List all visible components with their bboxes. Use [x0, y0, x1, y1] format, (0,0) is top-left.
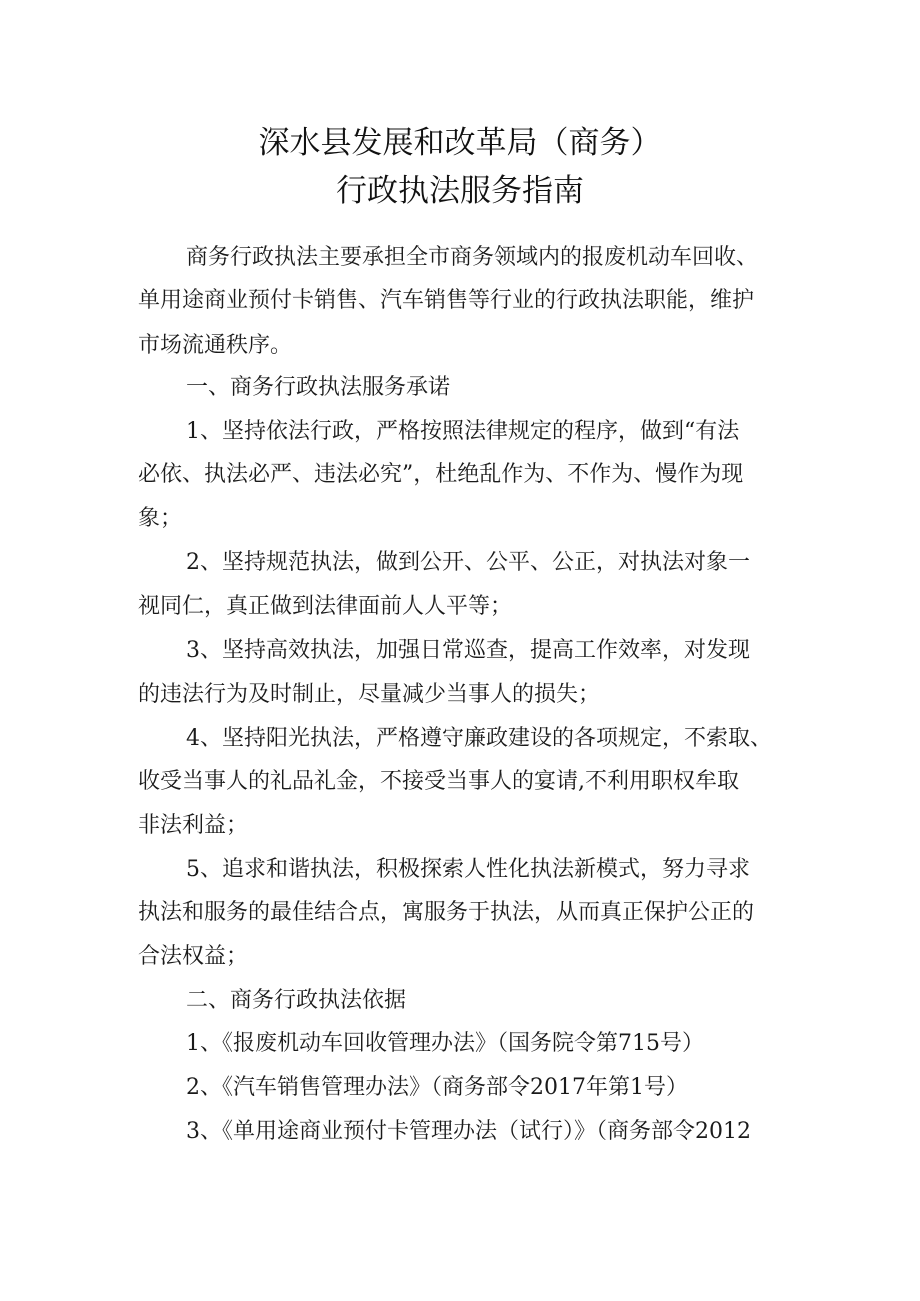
commitment-item-3-line: 3、坚持高效执法，加强日常巡查，提高工作效率，对发现 [186, 638, 750, 663]
commitment-item-4-line: 非法利益； [138, 813, 249, 838]
commitment-item-2-line: 视同仁，真正做到法律面前人人平等； [138, 594, 513, 619]
commitment-item-1-line: 必依、执法必严、违法必究”，杜绝乱作为、不作为、慢作为现 [138, 462, 744, 487]
commitment-item-2-line: 2、坚持规范执法，做到公开、公平、公正，对执法对象一 [186, 550, 750, 575]
commitment-item-5-line: 合法权益； [138, 944, 249, 969]
commitment-item-1-line: 1、坚持依法行政，严格按照法律规定的程序，做到“有法 [186, 419, 740, 444]
legal-basis-item-1: 1、《报废机动车回收管理办法》（国务院令第715号） [186, 1031, 704, 1056]
intro-paragraph-line: 单用途商业预付卡销售、汽车销售等行业的行政执法职能，维护 [138, 288, 755, 313]
section-heading-legal-basis: 二、商务行政执法依据 [186, 988, 407, 1013]
commitment-item-4-line: 4、坚持阳光执法，严格遵守廉政建设的各项规定，不索取、 [186, 726, 772, 751]
commitment-item-5-line: 执法和服务的最佳结合点，寓服务于执法，从而真正保护公正的 [138, 900, 755, 925]
section-heading-commitment: 一、商务行政执法服务承诺 [186, 375, 451, 400]
document-title-line-1: 深水县发展和改革局（商务） [258, 125, 662, 161]
legal-basis-item-2: 2、《汽车销售管理办法》（商务部令2017年第1号） [186, 1075, 688, 1100]
legal-basis-item-3: 3、《单用途商业预付卡管理办法（试行）》（商务部令2012 [186, 1119, 751, 1144]
commitment-item-1-line: 象； [138, 506, 183, 531]
commitment-item-4-line: 收受当事人的礼品礼金，不接受当事人的宴请,不利用职权牟取 [138, 769, 739, 794]
intro-paragraph-line: 市场流通秩序。 [138, 333, 293, 358]
document-title-line-2: 行政执法服务指南 [336, 173, 584, 209]
commitment-item-3-line: 的违法行为及时制止，尽量减少当事人的损失； [138, 682, 601, 707]
commitment-item-5-line: 5、追求和谐执法，积极探索人性化执法新模式，努力寻求 [186, 857, 750, 882]
intro-paragraph-line: 商务行政执法主要承担全市商务领域内的报废机动车回收、 [186, 245, 759, 270]
